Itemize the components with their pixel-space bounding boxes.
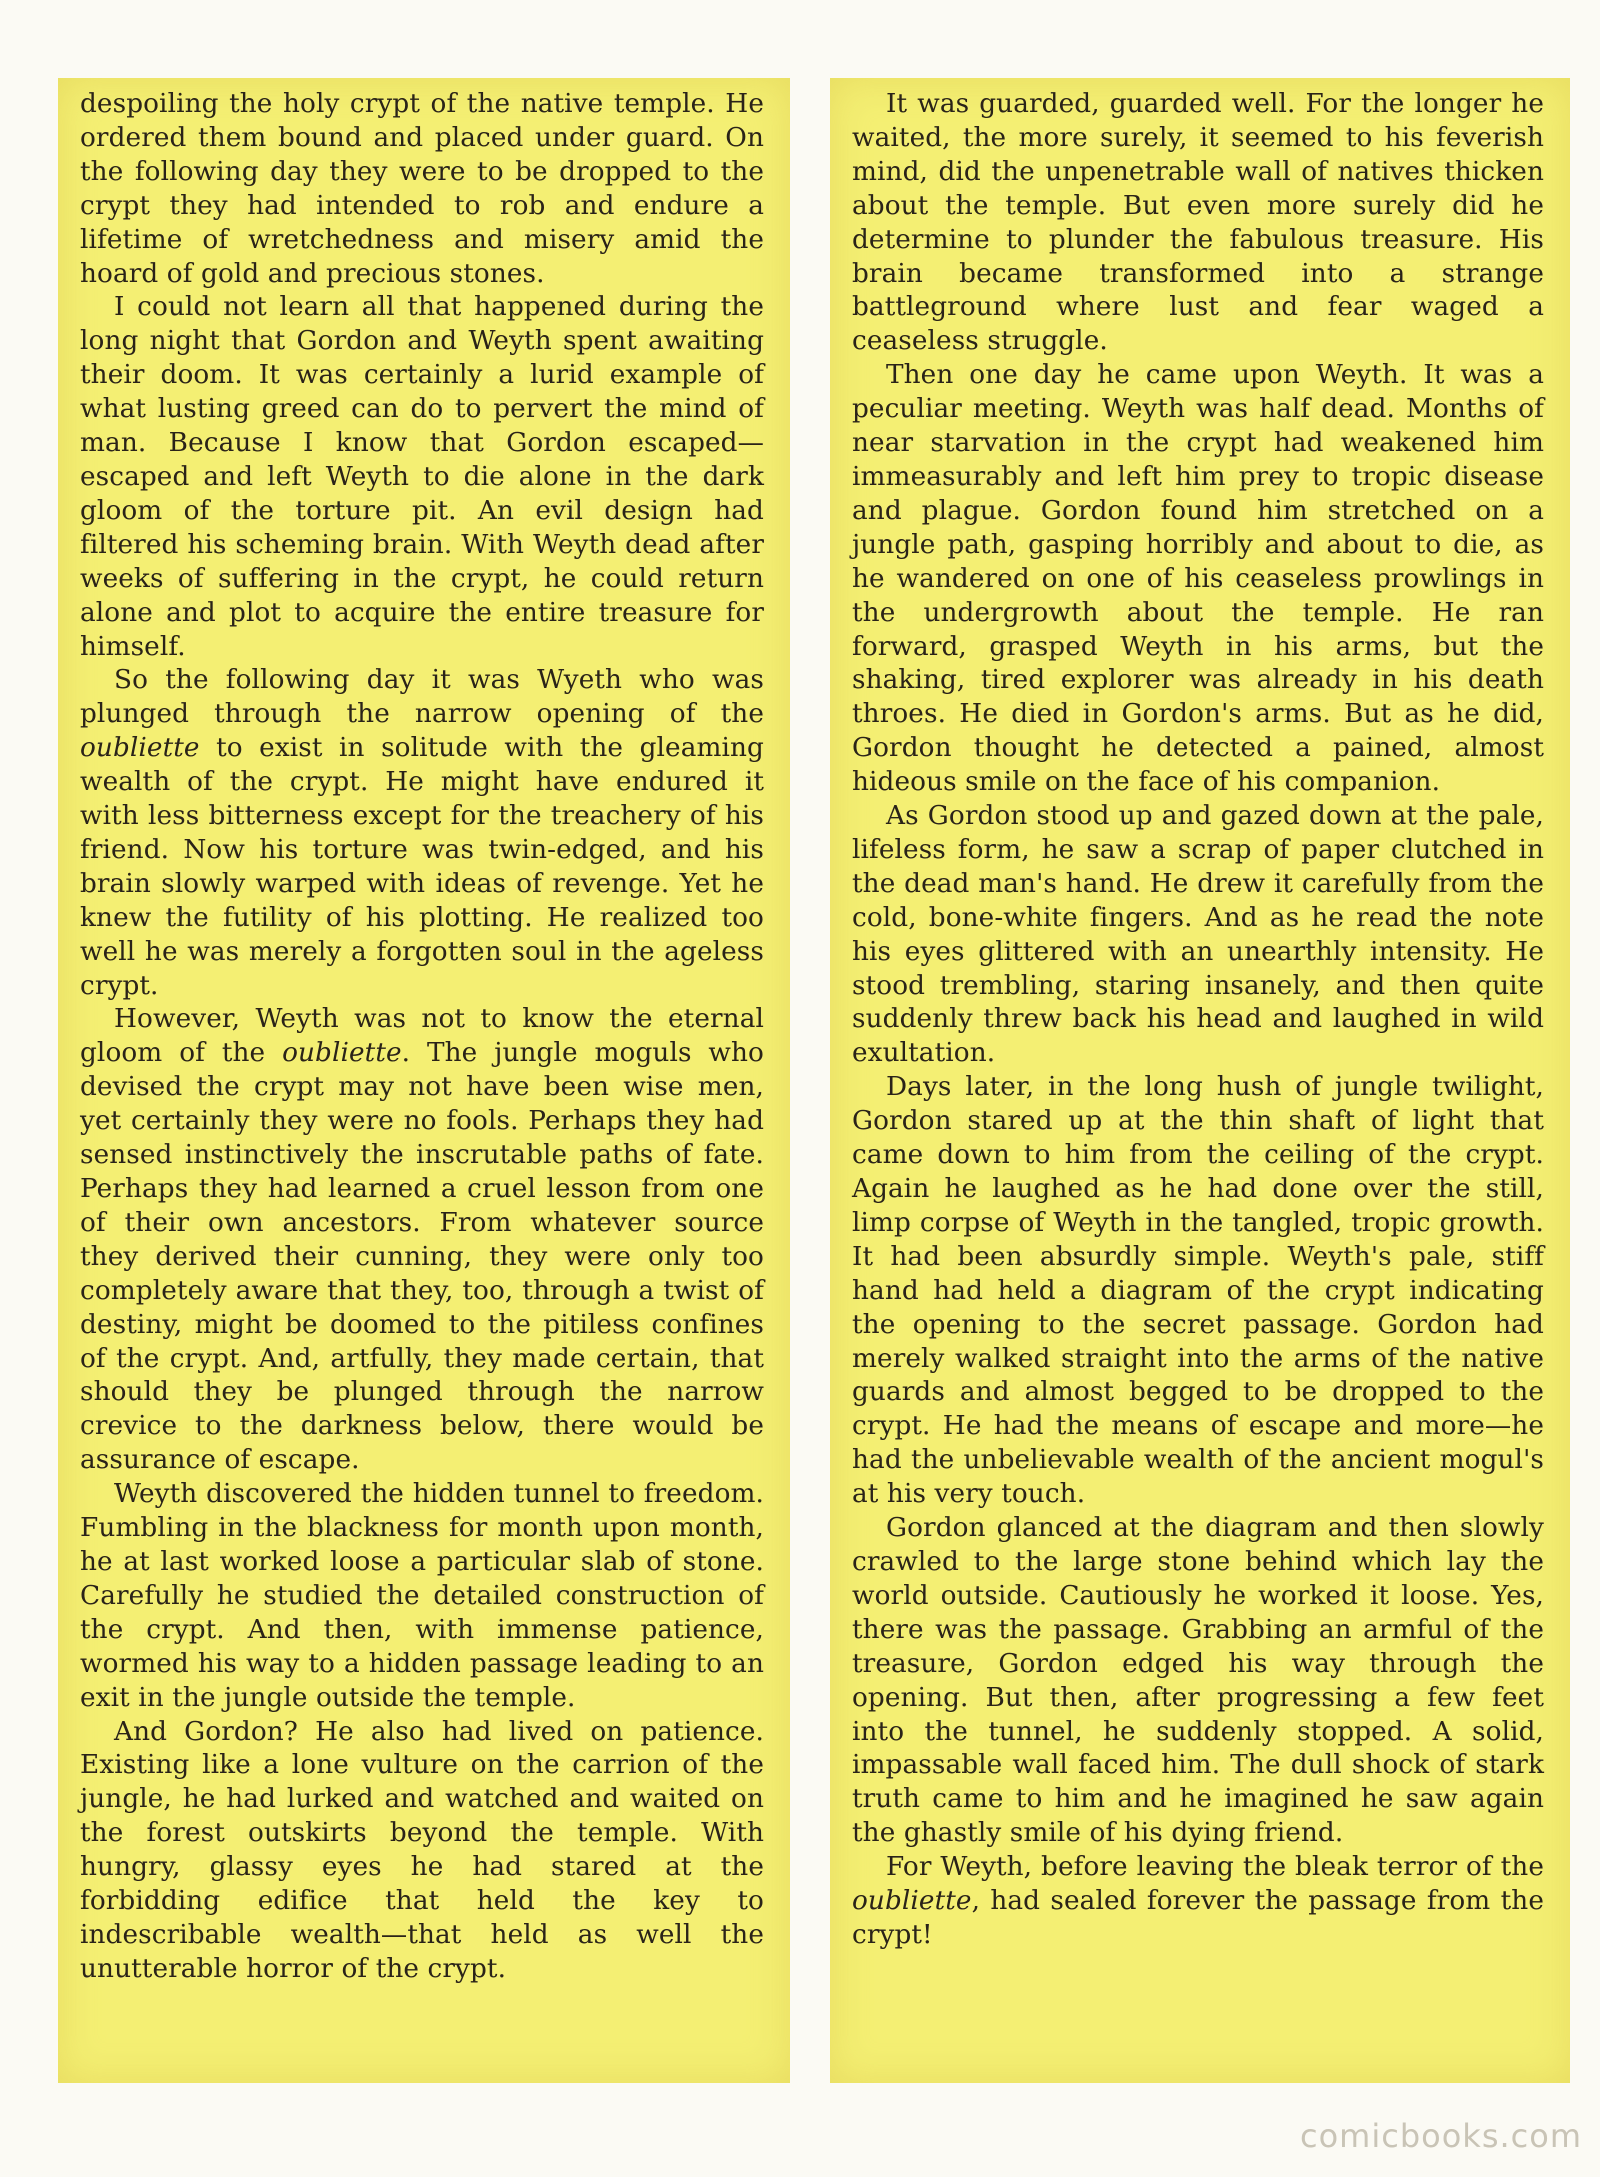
- paragraph: And Gordon? He also had lived on patience. Existing like a lone vulture on the carrion of the jungle, he had lurked and watched and waited on the forest outskirts beyond the temple. With hungry, glassy eyes he had stared at the forbidding edifice that held the key to indescribable wealth—that held as well the unutterable horror of the crypt.: [80, 1716, 764, 1984]
- right-text-column: [830, 78, 1570, 2083]
- italic-term: oubliette: [852, 1886, 972, 1917]
- paragraph: Then one day he came upon Weyth. It was a peculiar meeting. Weyth was half dead. Months of near starvation in the crypt had weakened him immeasurably and left him prey to tropic disease and plague. Gordon found him stretched on a jungle path, gasping horribly and about to die, as he wandered on one of his ceaseless prowlings in the undergrowth about the temple. He ran forward, grasped Weyth in his arms, but the shaking, tired explorer was already in his death throes. He died in Gordon's arms. But as he did, Gordon thought he detected a pained, almost hideous smile on the face of his companion.: [852, 360, 1544, 798]
- paragraph: Gordon glanced at the diagram and then slowly crawled to the large stone behind which lay the world outside. Cautiously he worked it loose. Yes, there was the passage. Grabbing an armful of the treasure, Gordon edged his way through the opening. But then, after progressing a few feet into the tunnel, he suddenly stopped. A solid, impassable wall faced him. The dull shock of stark truth came to him and he imagined he saw again the ghastly smile of his dying friend.: [852, 1513, 1544, 1849]
- italic-term: oubliette: [80, 733, 200, 764]
- watermark: comicbooks.com: [1299, 2117, 1582, 2155]
- paragraph: Days later, in the long hush of jungle twilight, Gordon stared up at the thin shaft of light that came down to him from the ceiling of the crypt. Again he laughed as he had done over the still, limp corpse of Weyth in the tangled, tropic growth. It had been absurdly simple. Weyth's pale, stiff hand had held a diagram of the crypt indicating the opening to the secret passage. Gordon had merely walked straight into the arms of the native guards and almost begged to be dropped to the crypt. He had the means of escape and more—he had the unbelievable wealth of the ancient mogul's at his very touch.: [852, 1072, 1544, 1510]
- paragraph: It was guarded, guarded well. For the longer he waited, the more surely, it seemed to his feverish mind, did the unpenetrable wall of natives thicken about the temple. But even more surely did he determine to plunder the fabulous treasure. His brain became transformed into a strange battleground where lust and fear waged a ceaseless struggle.: [852, 89, 1544, 357]
- paragraph: I could not learn all that happened during the long night that Gordon and Weyth spent awaiting their doom. It was certainly a lurid example of what lusting greed can do to pervert the mind of man. Because I know that Gordon escaped—escaped and left Weyth to die alone in the dark gloom of the torture pit. An evil design had filtered his scheming brain. With Weyth dead after weeks of suffering in the crypt, he could return alone and plot to acquire the entire treasure for himself.: [80, 292, 764, 662]
- paragraph: Weyth discovered the hidden tunnel to freedom. Fumbling in the blackness for month upon month, he at last worked loose a particular slab of stone. Carefully he studied the detailed construction of the crypt. And then, with immense patience, wormed his way to a hidden passage leading to an exit in the jungle outside the temple.: [80, 1479, 764, 1713]
- italic-term: oubliette: [282, 1038, 402, 1069]
- paragraph: So the following day it was Wyeth who was plunged through the narrow opening of the oubliette to exist in solitude with the gleaming wealth of the crypt. He might have endured it with less bitterness except for the treachery of his friend. Now his torture was twin-edged, and his brain slowly warped with ideas of revenge. Yet he knew the futility of his plotting. He realized too well he was merely a forgotten soul in the ageless crypt.: [80, 665, 764, 1001]
- paragraph: However, Weyth was not to know the eternal gloom of the oubliette. The jungle moguls who devised the crypt may not have been wise men, yet certainly they were no fools. Perhaps they had sensed instinctively the inscrutable paths of fate. Perhaps they had learned a cruel lesson from one of their own ancestors. From whatever source they derived their cunning, they were only too completely aware that they, too, through a twist of destiny, might be doomed to the pitiless confines of the crypt. And, artfully, they made certain, that should they be plunged through the narrow crevice to the darkness below, there would be assurance of escape.: [80, 1004, 764, 1476]
- left-text-column: [58, 78, 790, 2083]
- paragraph: As Gordon stood up and gazed down at the pale, lifeless form, he saw a scrap of paper clutched in the dead man's hand. He drew it carefully from the cold, bone-white fingers. And as he read the note his eyes glittered with an unearthly intensity. He stood trembling, staring insanely, and then quite suddenly threw back his head and laughed in wild exultation.: [852, 801, 1544, 1069]
- paragraph: For Weyth, before leaving the bleak terror of the oubliette, had sealed forever the passage from the crypt!: [852, 1852, 1544, 1950]
- paragraph: despoiling the holy crypt of the native temple. He ordered them bound and placed under guard. On the following day they were to be dropped to the crypt they had intended to rob and endure a lifetime of wretchedness and misery amid the hoard of gold and precious stones.: [80, 89, 764, 289]
